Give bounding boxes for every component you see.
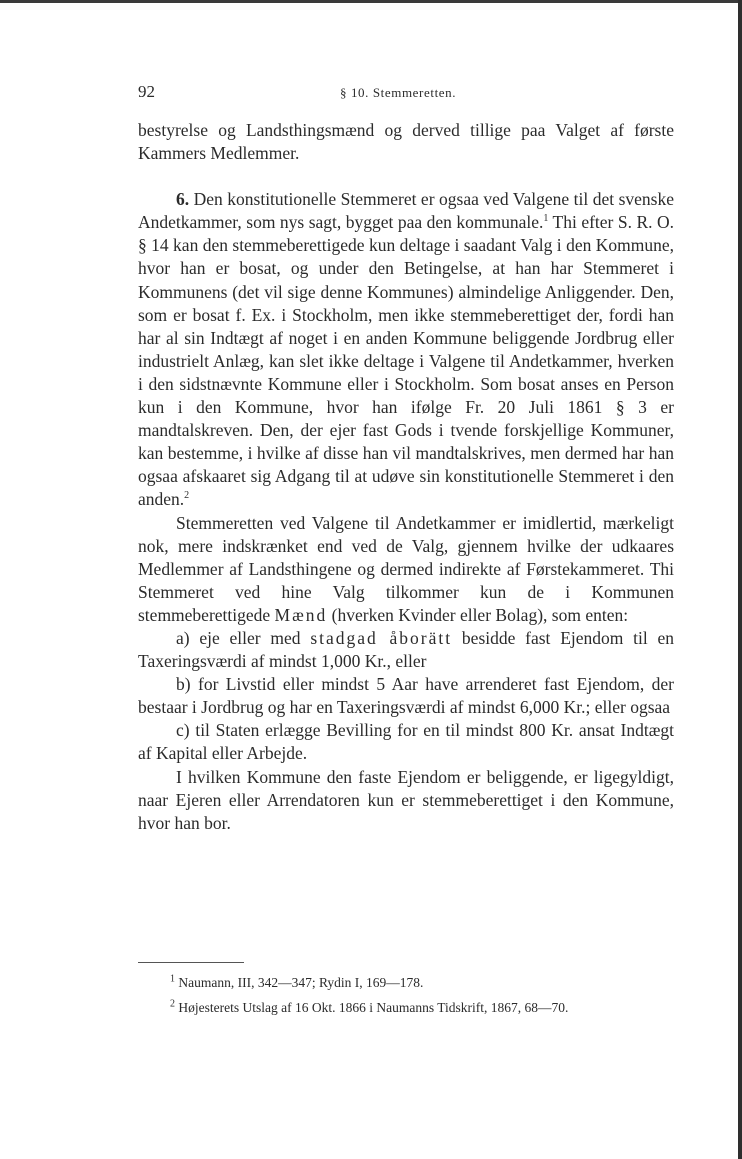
footnote-1 — [170, 970, 680, 995]
paragraph-stemmeretten — [138, 512, 674, 627]
paragraph-text: Stemmeretten ved Valgene til Andetkammer er imidlertid, mærkeligt nok, mere indskrænket end ved de Valg, gjennem hvilke der udkaares Medlemmer af Landsthingene og dermed indirekte af Førstekammeret. Thi Stemmeret ved hine Valg tilkommer kun de i Kommunen stemmeberettigede — [138, 512, 674, 625]
list-item-a — [138, 627, 674, 673]
footnote-ref-1[interactable]: 1 — [543, 213, 549, 225]
list-item-b: b) for Livstid eller mindst 5 Aar have arrenderet fast Ejendom, der bestaar i Jordbrug og har en Taxeringsværdi af mindst 6,000 Kr.; eller ogsaa — [138, 674, 674, 718]
section-number: 6. — [176, 189, 190, 210]
paragraph-continuation: bestyrelse og Landsthingsmænd og derved tillige paa Valget af første Kammers Medlemmer. — [138, 120, 674, 164]
emphasis-spaced: stadgad åborätt — [310, 627, 453, 648]
body-text — [138, 119, 674, 835]
footnote-mark-1: 1 — [170, 973, 175, 985]
footnote-text: Naumann, III, 342—347; Rydin I, 169—178. — [178, 975, 424, 990]
paragraph-section-6 — [138, 188, 674, 511]
footnote-divider — [138, 962, 244, 963]
scan-edge-right — [738, 0, 742, 1159]
footnotes — [170, 970, 680, 1020]
page-number: 92 — [138, 82, 155, 101]
running-head: § 10. Stemmeretten. — [340, 85, 457, 100]
paragraph-text: Den konstitutionelle Stemmeret er ogsaa ved Valgene til det svenske Andetkammer, som nys sagt, bygget paa den kommunale. — [138, 189, 674, 233]
list-item-c: c) til Staten erlægge Bevilling for en til mindst 800 Kr. ansat Indtægt af Kapital eller Arbejde. — [138, 720, 674, 764]
footnote-text: Højesterets Utslag af 16 Okt. 1866 i Naumanns Tidskrift, 1867, 68—70. — [178, 1000, 569, 1015]
list-text: besidde fast Ejendom til en Taxeringsværdi af mindst 1,000 Kr., eller — [138, 627, 675, 672]
paragraph-text: (hverken Kvinder eller Bolag), som enten: — [331, 604, 629, 625]
list-text: a) eje eller med — [176, 627, 301, 648]
emphasis-spaced: Mænd — [274, 604, 328, 625]
page-header — [138, 82, 674, 104]
paragraph-closing: I hvilken Kommune den faste Ejendom er beliggende, er ligegyldigt, naar Ejeren eller Arrendatoren kun er stemmeberettiget i den Kommune, hvor han bor. — [138, 766, 674, 833]
footnote-ref-2[interactable]: 2 — [184, 490, 190, 502]
paragraph-text: Thi efter S. R. O. § 14 kan den stemmeberettigede kun deltage i saadant Valg i den Kommune, hvor han er bosat, og under den Betingelse, at han har Stemmeret i Kommunens (det vil sige denne Kommunes) almindelige Anliggender. Den, som er bosat f. Ex. i Stockholm, men ikke stemmeberettiget der, fordi han har al sin Indtægt af noget i en anden Kommune beliggende Jordbrug eller industrielt Anlæg, kan slet ikke deltage i Valgene til Andetkammer, hverken i den sidstnævnte Kommune eller i Stockholm. Som bosat anses en Person kun i den Kommune, hvor han ifølge Fr. 20 Juli 1861 § 3 er mandtalskreven. Den, der ejer fast Gods i tvende forskjellige Kommuner, kan bestemme, i hvilke af disse han vil mandtalskrives, men dermed har han ogsaa afskaaret sig Adgang til at udøve sin konstitutionelle Stemmeret i den anden. — [138, 212, 674, 510]
scan-edge-top — [0, 0, 742, 3]
footnote-2 — [170, 995, 680, 1020]
footnote-mark-2: 2 — [170, 998, 175, 1010]
